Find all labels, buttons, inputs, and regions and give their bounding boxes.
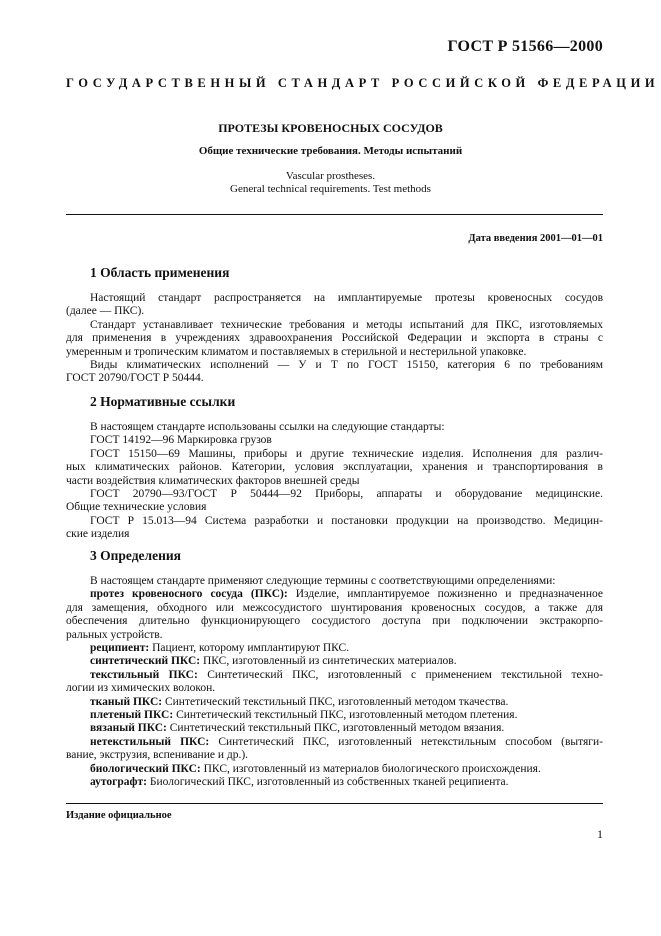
text-line: ГОСТ 20790/ГОСТ Р 50444. (66, 372, 204, 385)
text-line: Виды климатических исполнений — У и Т по ГОСТ 15150, категория 6 по требованиям (90, 359, 603, 371)
definition-text: Синтетический текстильный ПКС, изготовленный методом вязания. (166, 722, 505, 735)
section-3-heading: 3 Определения (90, 548, 181, 563)
definition-text: Пациент, которому имплантируют ПКС. (149, 642, 350, 655)
header-divider (66, 214, 603, 215)
english-title-line-2: General technical requirements. Test methods (230, 183, 431, 195)
definition-line (66, 776, 603, 789)
section-1-paragraph-1 (66, 292, 603, 319)
definition-line (66, 736, 603, 749)
definition-term: синтетический ПКС: (90, 655, 201, 668)
definition-text: Изделие, имплантируемое пожизненно и предназначенное (287, 588, 603, 601)
text-line: В настоящем стандарте использованы ссылки на следующие стандарты: (90, 421, 445, 433)
text-line: Настоящий стандарт распространяется на имплантируемые протезы кровеносных сосудов (90, 292, 603, 304)
section-2-references (66, 421, 603, 542)
text-line: умеренным и тропическим климатом и поставляемых в стерильной и нестерильной упаковке. (66, 345, 527, 358)
definition-term: плетеный ПКС: (90, 709, 174, 722)
definition-term: протез кровеносного сосуда (ПКС): (90, 588, 288, 601)
section-3-definitions (66, 575, 603, 790)
definition-line (66, 763, 603, 776)
text-line: Общие технические условия (66, 501, 207, 514)
text-line: части воздействия климатических факторов внешней среды (66, 474, 360, 487)
definition-term: тканый ПКС: (90, 695, 163, 708)
definition-line (66, 655, 603, 668)
text-line: логии из химических волокон. (66, 682, 216, 695)
definition-text: Синтетический текстильный ПКС, изготовленный методом плетения. (173, 709, 518, 722)
text-line: для замещения, обходного или межсосудистого шунтирования кровеносных сосудов, а также для (66, 601, 603, 614)
reference-item: ГОСТ 14192—96 Маркировка грузов (90, 434, 272, 447)
definition-line (66, 696, 603, 709)
definition-line (66, 642, 603, 655)
text-line: ральных устройств. (66, 628, 163, 641)
definition-term: нетекстильный ПКС: (90, 735, 210, 748)
text-line: ных климатических районов. Категории, условия эксплуатации, хранения и транспортирования в (66, 461, 603, 474)
text-line: (далее — ПКС). (66, 305, 145, 318)
text-line: ские изделия (66, 528, 130, 541)
reference-item: ГОСТ Р 15.013—94 Система разработки и постановки продукции на производство. Медицин- (90, 514, 603, 527)
definition-text: ПКС, изготовленный из материалов биологического происхождения. (200, 762, 541, 775)
definition-line (66, 709, 603, 722)
document-title: ПРОТЕЗЫ КРОВЕНОСНЫХ СОСУДОВ (218, 121, 443, 135)
document-subtitle: Общие технические требования. Методы испытаний (198, 145, 463, 157)
reference-item: ГОСТ 15150—69 Машины, приборы и другие технические изделия. Исполнения для различ- (90, 447, 603, 460)
section-2-heading: 2 Нормативные ссылки (90, 394, 236, 409)
definition-term: текстильный ПКС: (90, 668, 198, 681)
text-line: Стандарт устанавливает технические требования и методы испытаний для ПКС, изготовляемых (90, 319, 603, 331)
section-1-heading: 1 Область применения (90, 265, 230, 280)
text-line: обеспечения длительно функционирующего сосудистого доступа при подключении экстракорпо- (66, 615, 603, 628)
reference-item: ГОСТ 20790—93/ГОСТ Р 50444—92 Приборы, аппараты и оборудование медицинские. (90, 488, 603, 501)
definition-term: биологический ПКС: (90, 762, 201, 775)
edition-note: Издание официальное (66, 810, 172, 821)
definition-line (66, 669, 603, 682)
english-title-line-1: Vascular prostheses. (285, 170, 376, 182)
definition-text: Синтетический ПКС, изготовленный с применением текстильной техно- (197, 668, 603, 681)
page-number: 1 (597, 827, 603, 841)
definition-line (66, 722, 603, 735)
text-line: вание, экструзия, вспенивание и др.). (66, 749, 249, 762)
definition-text: Синтетический ПКС, изготовленный нетекстильным способом (вытяги- (209, 735, 603, 748)
definition-text: Биологический ПКС, изготовленный из собственных тканей реципиента. (146, 776, 509, 789)
section-1-paragraph-3 (66, 359, 603, 386)
definition-term: аутографт: (90, 776, 147, 789)
org-line: ГОСУДАРСТВЕННЫЙ СТАНДАРТ РОССИЙСКОЙ ФЕДЕРАЦИИ (66, 76, 660, 90)
text-line: В настоящем стандарте применяют следующие термины с соответствующими определениями: (90, 575, 556, 587)
section-1-paragraph-2 (66, 319, 603, 359)
definition-text: Синтетический текстильный ПКС, изготовленный методом ткачества. (162, 695, 509, 708)
definition-term: вязаный ПКС: (90, 722, 167, 735)
text-line: для применения в учреждениях здравоохранения Российской Федерации и экспорта в страны с (66, 332, 603, 345)
definition-line (66, 588, 603, 601)
introduction-date: Дата введения 2001—01—01 (468, 233, 603, 244)
definition-term: реципиент: (90, 642, 150, 655)
footer-divider (66, 803, 603, 804)
definition-text: ПКС, изготовленный из синтетических материалов. (200, 655, 457, 668)
doc-number: ГОСТ Р 51566—2000 (447, 38, 603, 55)
